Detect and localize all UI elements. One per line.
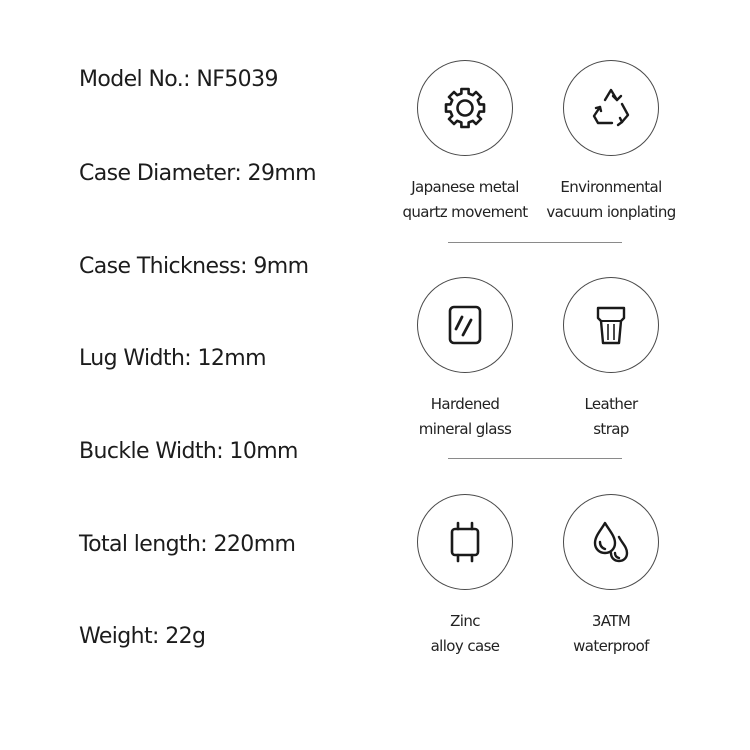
feature-mineral-glass xyxy=(385,277,545,442)
feature-caption xyxy=(531,609,691,659)
feature-caption-line1: 3ATM xyxy=(591,612,631,630)
feature-vacuum-ionplating xyxy=(531,60,691,225)
feature-icon-circle xyxy=(563,277,659,373)
recycle-icon xyxy=(584,81,638,135)
strap-icon xyxy=(584,298,638,352)
spec-lug-width: Lug Width: 12mm xyxy=(79,346,266,371)
feature-caption xyxy=(385,392,545,442)
feature-leather-strap xyxy=(531,277,691,442)
feature-caption-line1: Leather xyxy=(584,395,638,413)
feature-caption-line2: alloy case xyxy=(430,637,500,655)
feature-icon-circle xyxy=(563,494,659,590)
watch-case-icon xyxy=(438,515,492,569)
feature-waterproof xyxy=(531,494,691,659)
glass-icon xyxy=(438,298,492,352)
spec-buckle-width: Buckle Width: 10mm xyxy=(79,439,298,464)
feature-caption-line1: Hardened xyxy=(430,395,500,413)
divider xyxy=(448,242,622,243)
feature-zinc-alloy-case xyxy=(385,494,545,659)
feature-caption-line1: Japanese metal xyxy=(411,178,519,196)
gear-icon xyxy=(438,81,492,135)
water-drops-icon xyxy=(584,515,638,569)
spec-weight: Weight: 22g xyxy=(79,624,206,649)
feature-caption-line1: Environmental xyxy=(560,178,662,196)
feature-caption-line2: strap xyxy=(593,420,629,438)
feature-caption xyxy=(531,175,691,225)
feature-icon-circle xyxy=(417,494,513,590)
feature-icon-circle xyxy=(417,277,513,373)
spec-case-diameter: Case Diameter: 29mm xyxy=(79,161,317,186)
feature-caption-line2: waterproof xyxy=(573,637,649,655)
feature-caption-line2: mineral glass xyxy=(418,420,512,438)
feature-caption-line2: quartz movement xyxy=(402,203,528,221)
spec-case-thickness: Case Thickness: 9mm xyxy=(79,254,309,279)
feature-icon-circle xyxy=(417,60,513,156)
spec-total-length: Total length: 220mm xyxy=(79,532,296,557)
feature-quartz-movement xyxy=(385,60,545,225)
feature-caption xyxy=(385,609,545,659)
feature-icon-circle xyxy=(563,60,659,156)
feature-caption xyxy=(385,175,545,225)
spec-model-number: Model No.: NF5039 xyxy=(79,67,278,92)
feature-caption-line1: Zinc xyxy=(450,612,480,630)
divider xyxy=(448,458,622,459)
feature-caption-line2: vacuum ionplating xyxy=(546,203,676,221)
feature-caption xyxy=(531,392,691,442)
